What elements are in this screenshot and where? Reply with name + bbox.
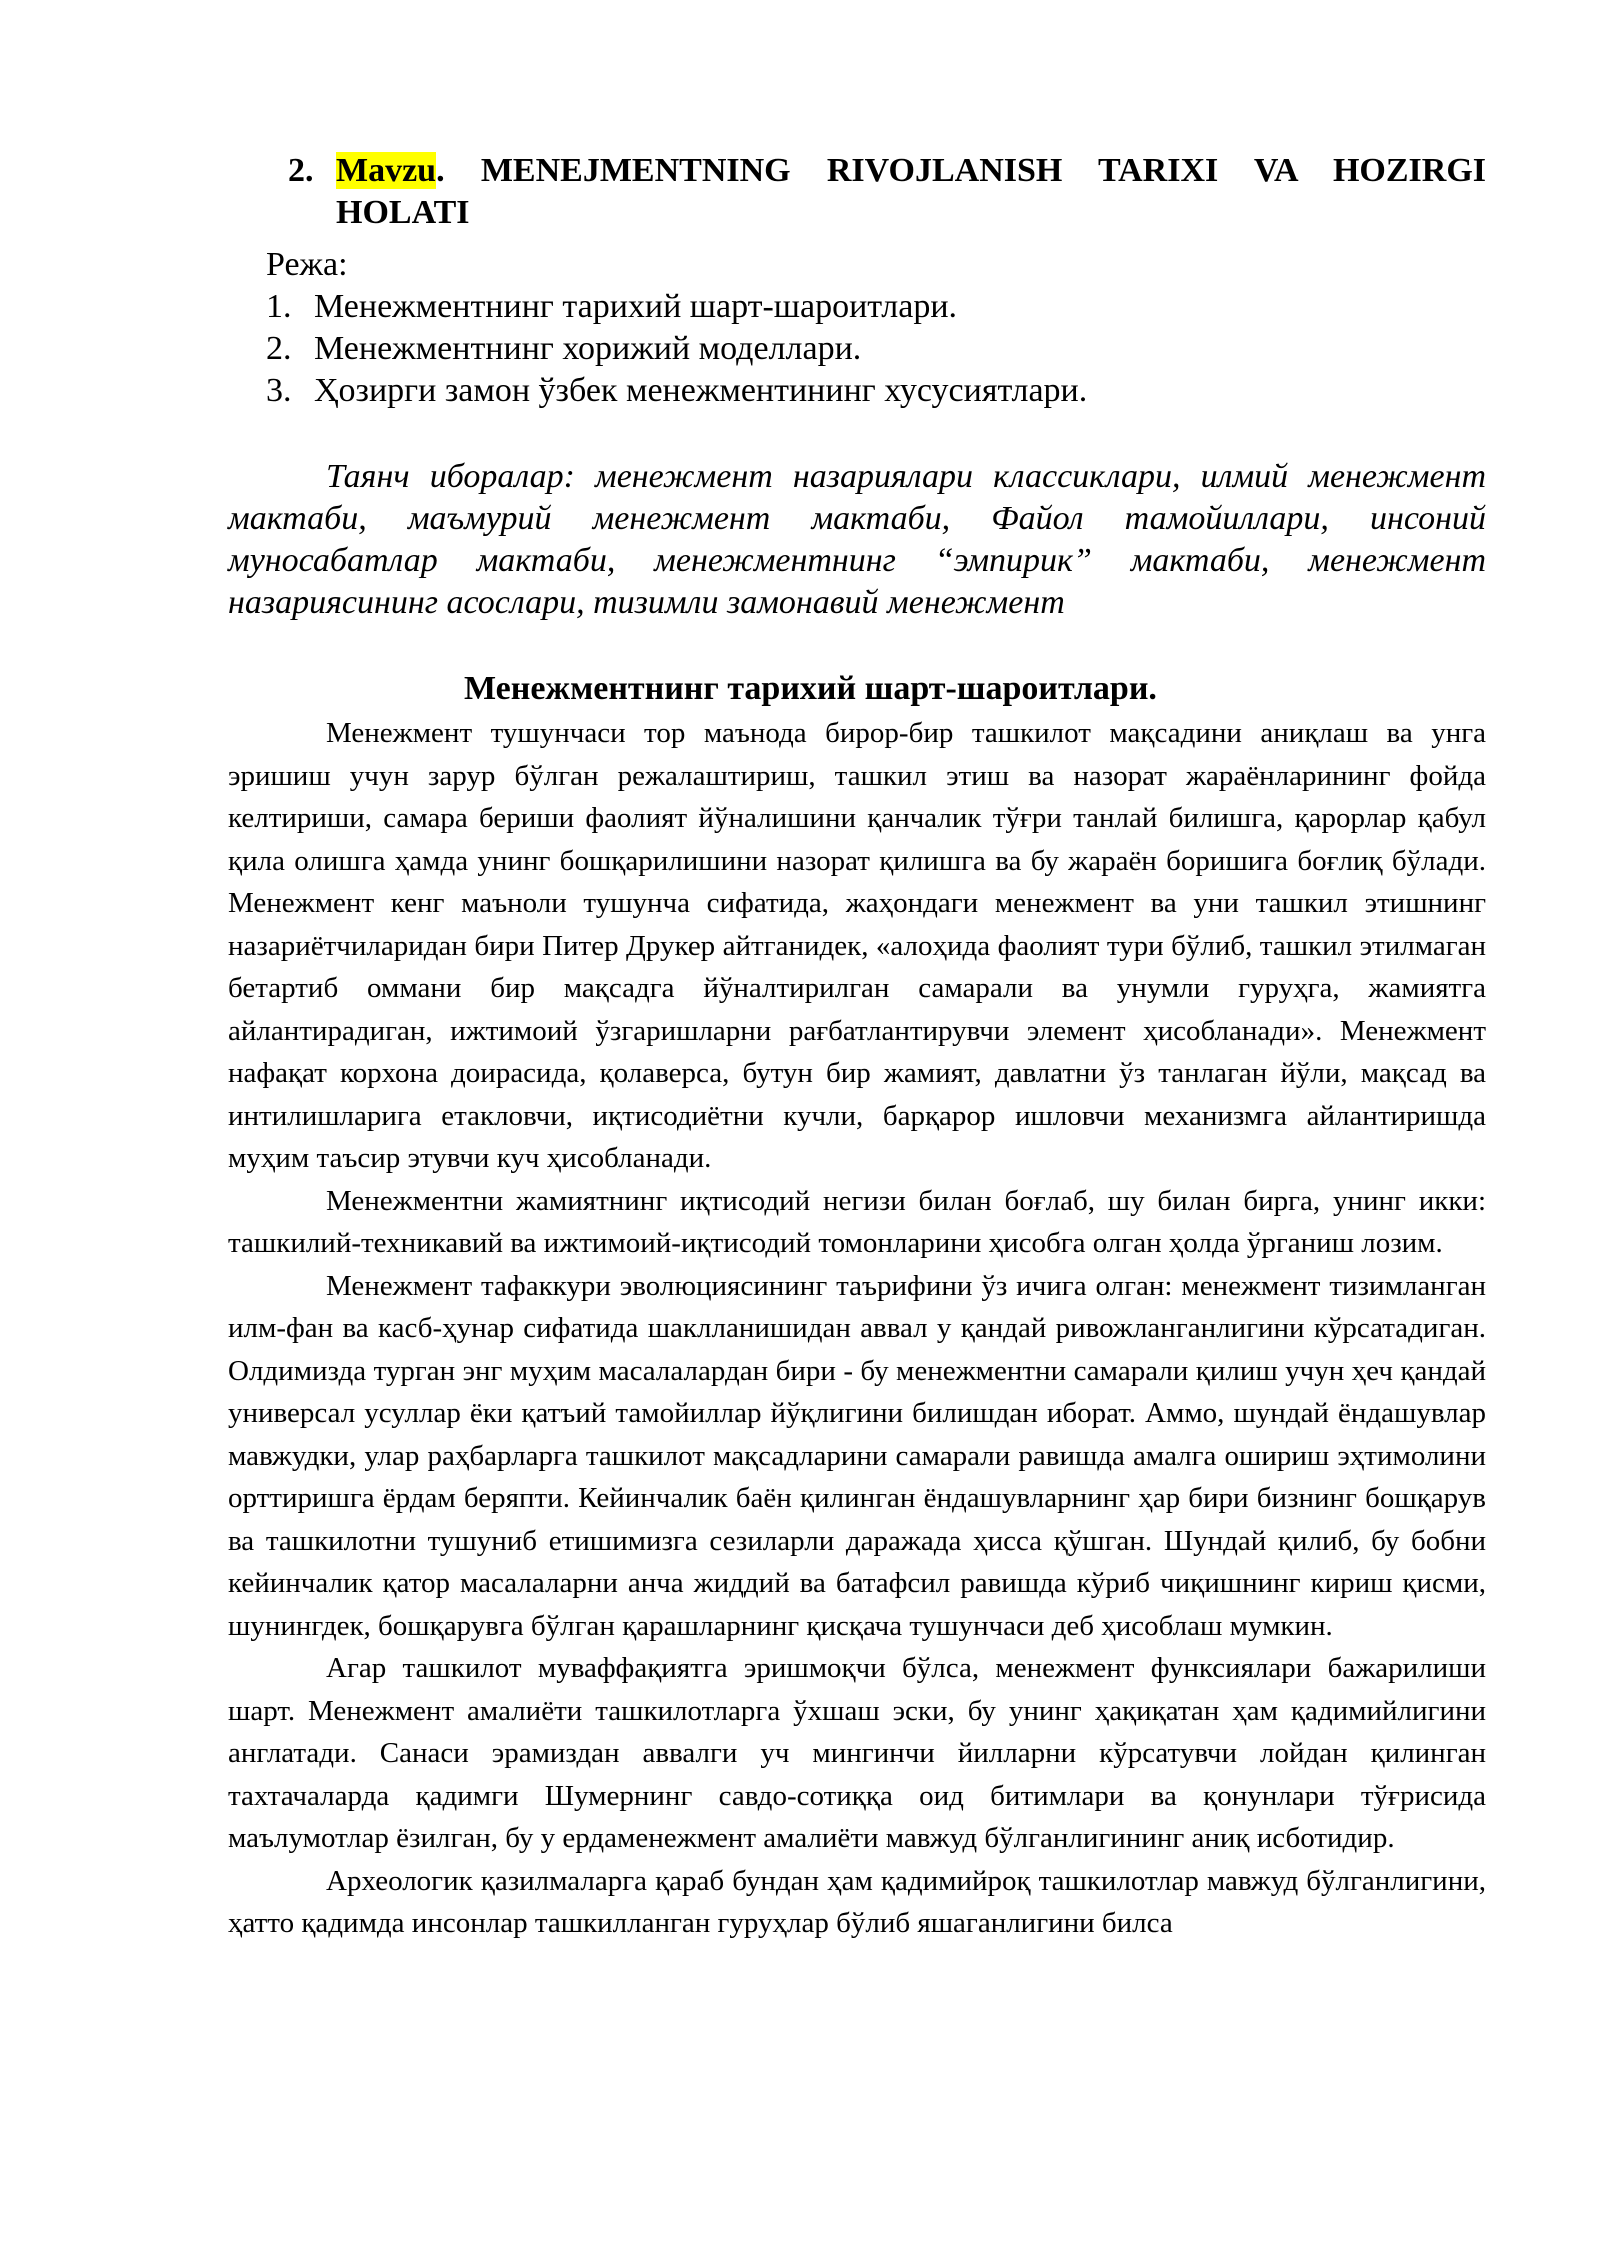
plan-item-number: 3. bbox=[266, 372, 292, 409]
plan-item bbox=[266, 286, 1087, 328]
heading-text bbox=[336, 150, 1486, 234]
paragraph: Менежментни жамиятнинг иқтисодий негизи билан боғлаб, шу билан бирга, унинг икки: ташкилий-техникавий ва ижтимоий-иқтисодий томонларини ҳисобга олган ҳолда ўрганиш лозим. bbox=[228, 1184, 1486, 1259]
body-text bbox=[228, 712, 1486, 1945]
heading-title: . MENEJMENTNING RIVOJLANISH TARIXI VA HOZIRGI HOLATI bbox=[336, 152, 1486, 231]
paragraph: Археологик қазилмаларга қараб бундан ҳам қадимийроқ ташкилотлар мавжуд бўлганлигини, ҳатто қадимда инсонлар ташкилланган гуруҳлар бўлиб яшаганлигини билса bbox=[228, 1864, 1486, 1939]
highlighted-word: Mavzu bbox=[336, 152, 437, 189]
topic-heading bbox=[288, 150, 1486, 234]
paragraph: Менежмент тафаккури эволюциясининг таърифини ўз ичига олган: менежмент тизимланган илм-фан ва касб-ҳунар сифатида шаклланишидан аввал у қандай ривожланганлигини кўрсатадиган. Олдимизда турган энг муҳим масалалардан бири - бу менежментни самарали қилиш учун ҳеч қандай универсал усуллар ёки қатъий тамойиллар йўқлигини билишдан иборат. Аммо, шундай ёндашувлар мавжудки, улар раҳбарларга ташкилот мақсадларини самарали равишда амалга ошириш эҳтимолини орттиришга ёрдам беряпти. Кейинчалик баён қилинган ёндашувларнинг ҳар бири бизнинг бошқарув ва ташкилотни тушуниб етишимизга сезиларли даражада ҳисса қўшган. Шундай қилиб, бу бобни кейинчалик қатор масалаларни анча жиддий ва батафсил равишда кўриб чиқишнинг кириш қисми, шунингдек, бошқарувга бўлган қарашларнинг қисқача тушунчаси деб ҳисоблаш мумкин. bbox=[228, 1269, 1486, 1642]
heading-number: 2. bbox=[288, 152, 314, 189]
plan-title: Режа: bbox=[266, 246, 348, 283]
plan-list bbox=[266, 286, 1087, 412]
plan-item-text: Менежментнинг хорижий моделлари. bbox=[314, 330, 862, 367]
plan-item-number: 1. bbox=[266, 288, 292, 325]
keywords-paragraph: Таянч иборалар: менежмент назариялари классиклари, илмий менежмент мактаби, маъмурий менежмент мактаби, Файол тамойиллари, инсоний муносабатлар мактаби, менежментнинг “эмпирик” мактаби, менежмент назариясининг асослари, тизимли замонавий менежмент bbox=[228, 458, 1486, 621]
plan-item-number: 2. bbox=[266, 330, 292, 367]
plan-item-text: Ҳозирги замон ўзбек менежментининг хусусиятлари. bbox=[314, 372, 1088, 409]
section-title: Менежментнинг тарихий шарт-шароитлари. bbox=[464, 670, 1157, 707]
plan-item bbox=[266, 370, 1087, 412]
paragraph: Менежмент тушунчаси тор маънода бирор-бир ташкилот мақсадини аниқлаш ва унга эришиш учун зарур бўлган режалаштириш, ташкил этиш ва назорат жараёнларининг фойда келтириши, самара бериши фаолият йўналишини қанчалик тўғри танлай билишга, қарорлар қабул қила олишга ҳамда унинг бошқарилишини назорат қилишга ва бу жараён боришига боғлиқ бўлади. Менежмент кенг маъноли тушунча сифатида, жаҳондаги менежмент ва уни ташкил этишнинг назариётчиларидан бири Питер Друкер айтганидек, «алоҳида фаолият тури бўлиб, ташкил этилмаган бетартиб оммани бир мақсадга йўналтирилган самарали ва унумли гуруҳга, жамиятга айлантирадиган, ижтимоий ўзгаришларни рағбатлантирувчи элемент ҳисобланади». Менежмент нафақат корхона доирасида, қолаверса, бутун бир жамият, давлатни ўз танлаган йўли, мақсад ва интилишларига етакловчи, иқтисодиётни кучли, барқарор ишловчи механизмга айлантиришда муҳим таъсир этувчи куч ҳисобланади. bbox=[228, 717, 1486, 1174]
paragraph: Агар ташкилот муваффақиятга эришмоқчи бўлса, менежмент функсиялари бажарилиши шарт. Менежмент амалиёти ташкилотларга ўхшаш эски, бу унинг ҳақиқатан ҳам қадимийлигини англатади. Санаси эрамиздан аввалги уч мингинчи йилларни кўрсатувчи лойдан қилинган тахтачаларда қадимги Шумернинг савдо-сотиққа оид битимлари ва қонунлари тўғрисида маълумотлар ёзилган, бу у ердаменежмент амалиёти мавжуд бўлганлигининг аниқ исботидир. bbox=[228, 1652, 1486, 1854]
plan-item bbox=[266, 328, 1087, 370]
plan-item-text: Менежментнинг тарихий шарт-шароитлари. bbox=[314, 288, 958, 325]
